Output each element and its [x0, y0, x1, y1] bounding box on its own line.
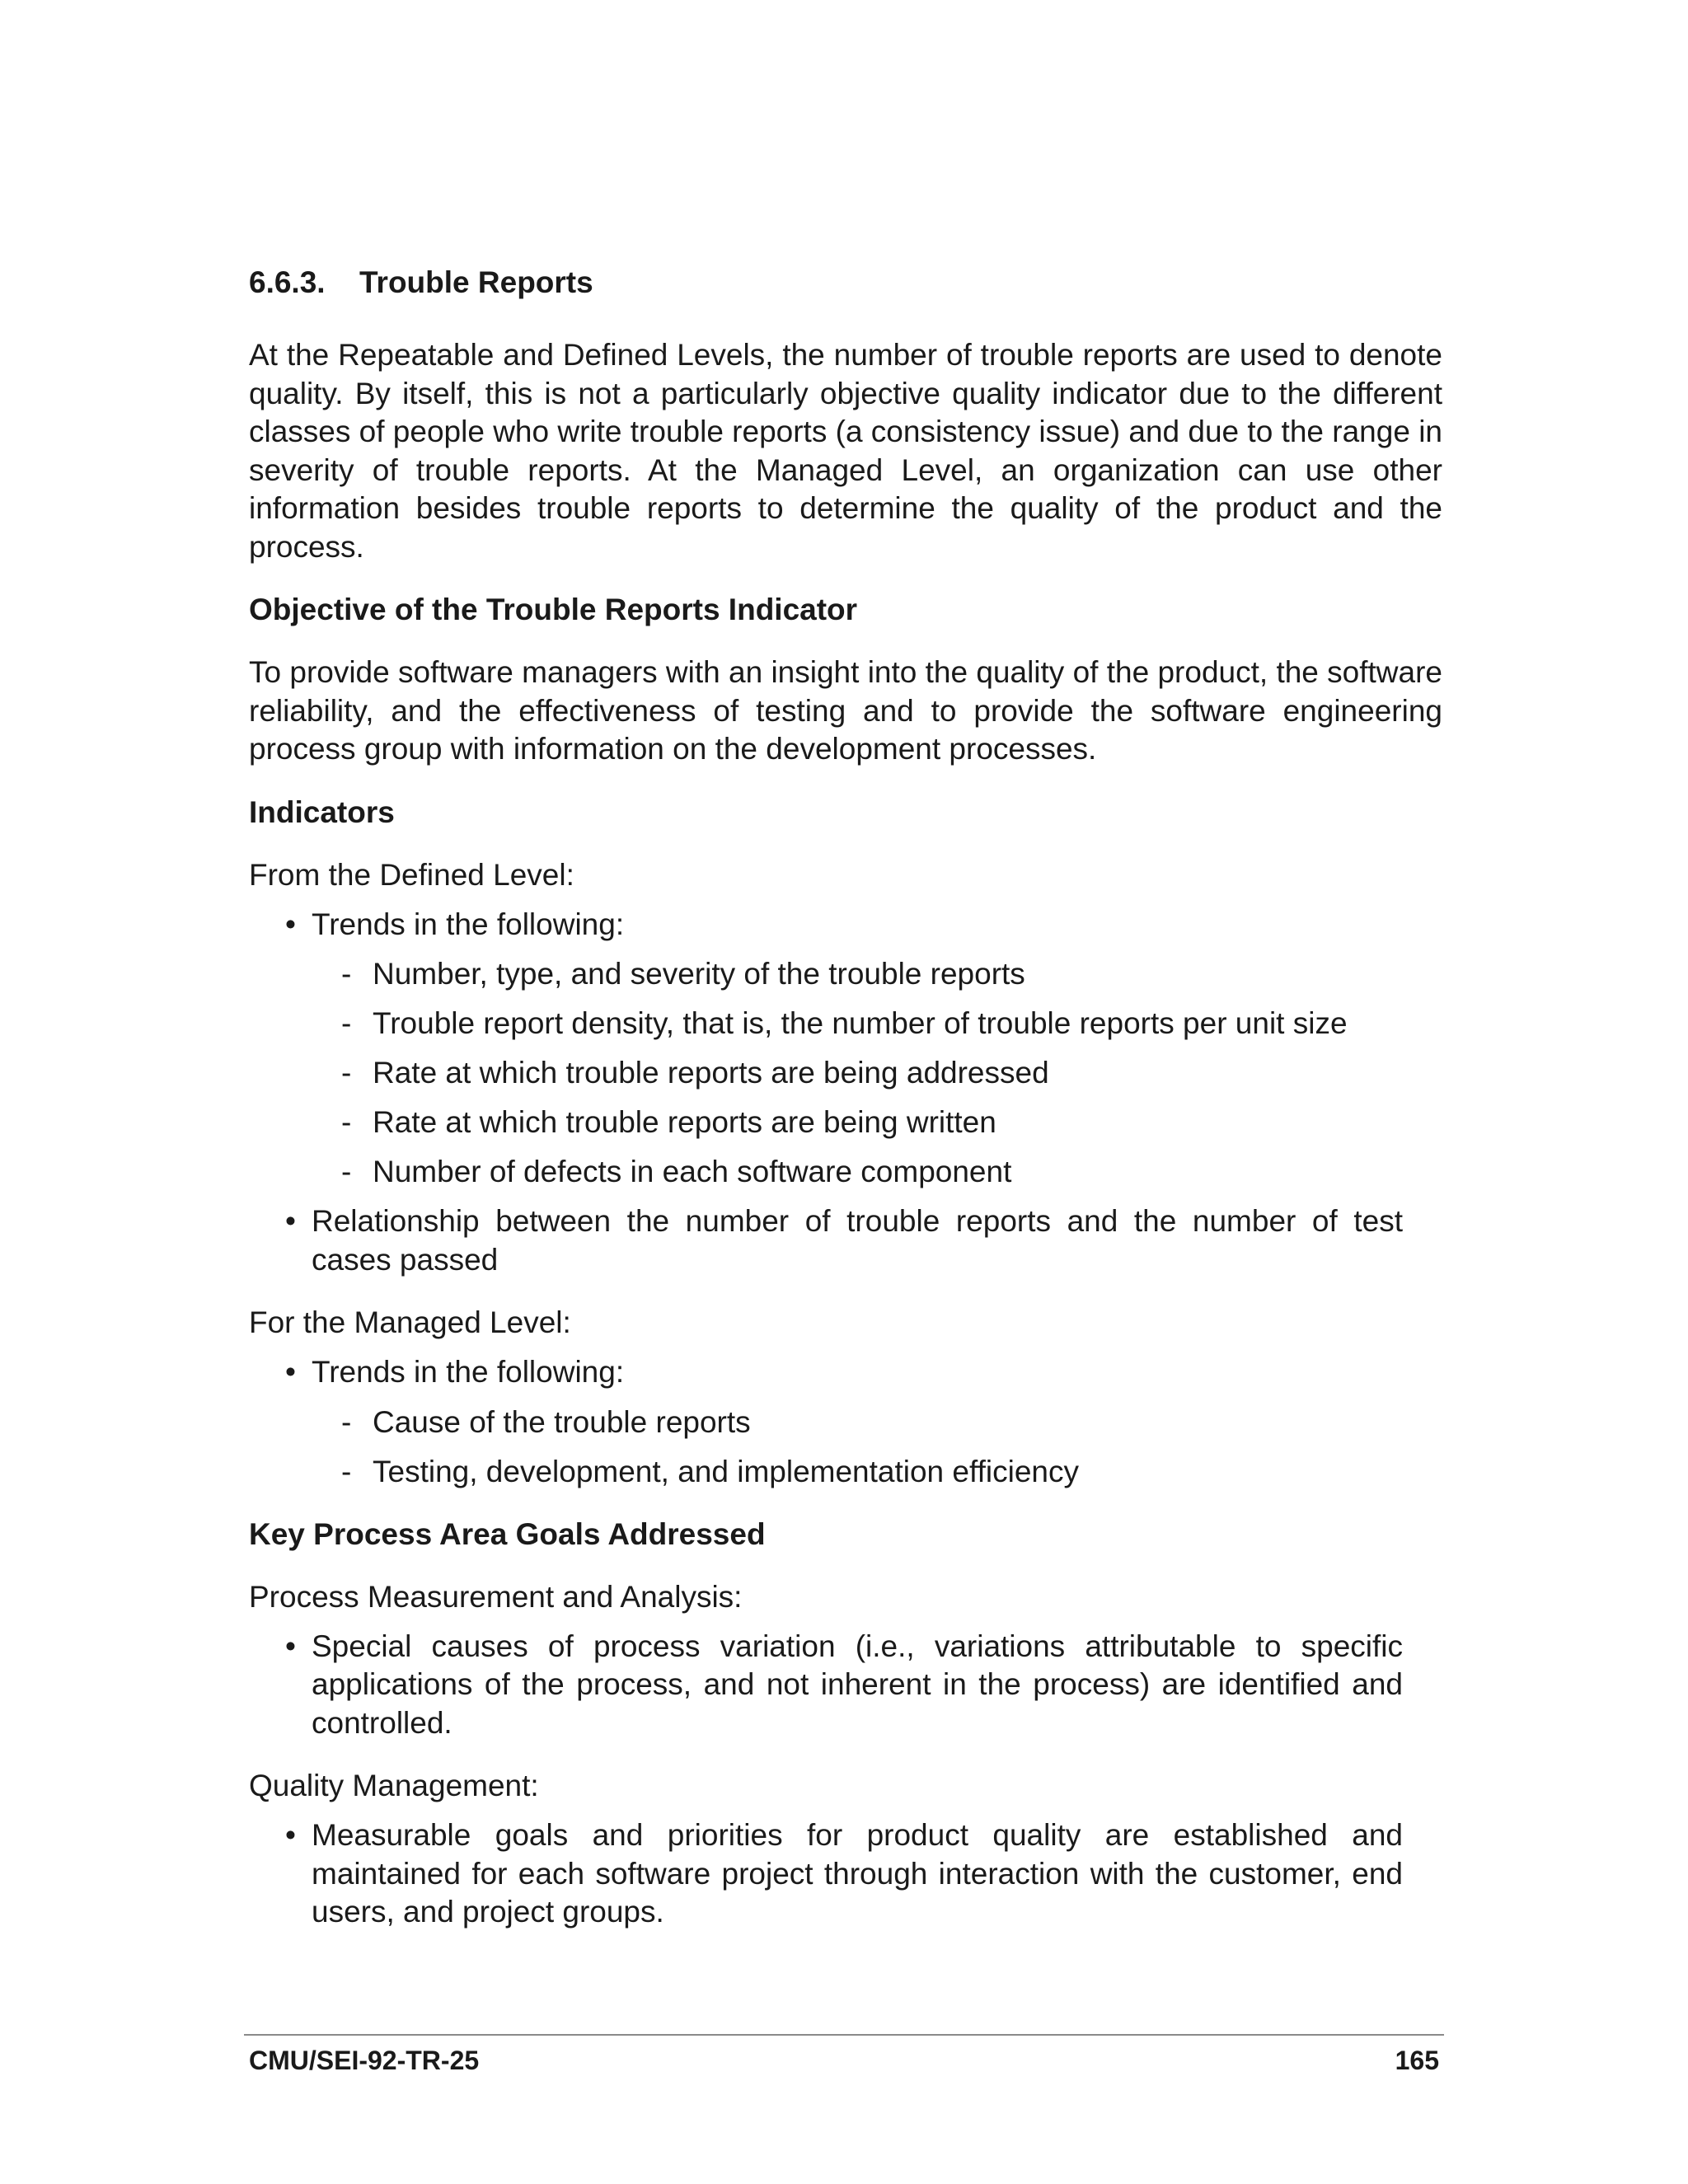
bullet-icon: • [285, 1629, 296, 1663]
bullet-icon: • [285, 1818, 296, 1852]
page-footer [244, 2034, 1444, 2076]
sublist-item-text: Number of defects in each software component [373, 1155, 1012, 1188]
list-item [249, 906, 1442, 1192]
document-page [249, 262, 1442, 1957]
sublist-item-text: Trouble report density, that is, the number of trouble reports per unit size [373, 1006, 1348, 1040]
managed-level-list [249, 1353, 1442, 1491]
footer-doc-id: CMU/SEI-92-TR-25 [249, 2046, 480, 2075]
list-item-text: Trends in the following: [312, 1355, 625, 1389]
managed-trends-sublist [312, 1404, 1403, 1491]
list-item [249, 1628, 1442, 1743]
list-item [249, 1353, 1442, 1491]
sublist-item [249, 1404, 1403, 1441]
section-title: Trouble Reports [359, 265, 593, 299]
defined-level-list [249, 906, 1442, 1280]
sublist-item-text: Cause of the trouble reports [373, 1404, 751, 1439]
dash-icon: - [341, 1105, 352, 1139]
list-item-text: Relationship between the number of trouble reports and the number of test cases passed [312, 1204, 1403, 1277]
dash-icon: - [341, 1155, 352, 1188]
pma-list [249, 1628, 1442, 1743]
footer-divider [244, 2034, 1444, 2036]
dash-icon: - [341, 1056, 352, 1090]
footer-row [244, 2046, 1444, 2076]
pma-lead: Process Measurement and Analysis: [249, 1579, 743, 1614]
sublist-item-text: Rate at which trouble reports are being addressed [373, 1056, 1049, 1090]
sublist-item [249, 1005, 1403, 1043]
dash-icon: - [341, 1404, 352, 1439]
defined-level-lead: From the Defined Level: [249, 857, 574, 892]
sublist-item [249, 955, 1403, 993]
intro-paragraph: At the Repeatable and Defined Levels, the number of trouble reports are used to denote quality. By itself, this is not a particularly objective quality indicator due to the different classes of people who write trouble reports (a consistency issue) and due to the range in severity of trouble reports. At the Managed Level, an organization can use other information besides trouble reports to determine the quality of the product and the process. [249, 338, 1442, 564]
dash-icon: - [341, 957, 352, 991]
list-item-text: Special causes of process variation (i.e., variations attributable to specific applications of the process, and not inherent in the process) are identified and controlled. [312, 1629, 1403, 1740]
indicators-heading: Indicators [249, 794, 395, 829]
list-item-text: Trends in the following: [312, 907, 625, 941]
section-heading [249, 262, 1442, 303]
dash-icon: - [341, 1006, 352, 1040]
sublist-item [249, 1153, 1403, 1191]
qm-list [249, 1816, 1442, 1932]
list-item [249, 1816, 1442, 1932]
sublist-item [249, 1104, 1403, 1141]
sublist-item-text: Testing, development, and implementation efficiency [373, 1454, 1079, 1488]
sublist-item-text: Number, type, and severity of the trouble reports [373, 957, 1025, 991]
objective-paragraph: To provide software managers with an insight into the quality of the product, the software reliability, and the effectiveness of testing and to provide the software engineering process group with information on the development processes. [249, 655, 1442, 766]
section-number: 6.6.3. [249, 265, 326, 299]
sublist-item-text: Rate at which trouble reports are being written [373, 1105, 996, 1139]
footer-page-number: 165 [1395, 2046, 1439, 2075]
bullet-icon: • [285, 907, 296, 941]
bullet-icon: • [285, 1204, 296, 1238]
qm-lead: Quality Management: [249, 1769, 539, 1802]
managed-level-lead: For the Managed Level: [249, 1305, 571, 1339]
sublist-item [249, 1453, 1403, 1491]
defined-trends-sublist [312, 955, 1403, 1191]
list-item-text: Measurable goals and priorities for product quality are established and maintained for each software project through interaction with the customer, end users, and project groups. [312, 1818, 1403, 1929]
sublist-item [249, 1054, 1403, 1092]
list-item [249, 1202, 1442, 1279]
bullet-icon: • [285, 1355, 296, 1389]
objective-heading: Objective of the Trouble Reports Indicator [249, 593, 858, 626]
kpa-heading: Key Process Area Goals Addressed [249, 1516, 766, 1551]
dash-icon: - [341, 1454, 352, 1488]
